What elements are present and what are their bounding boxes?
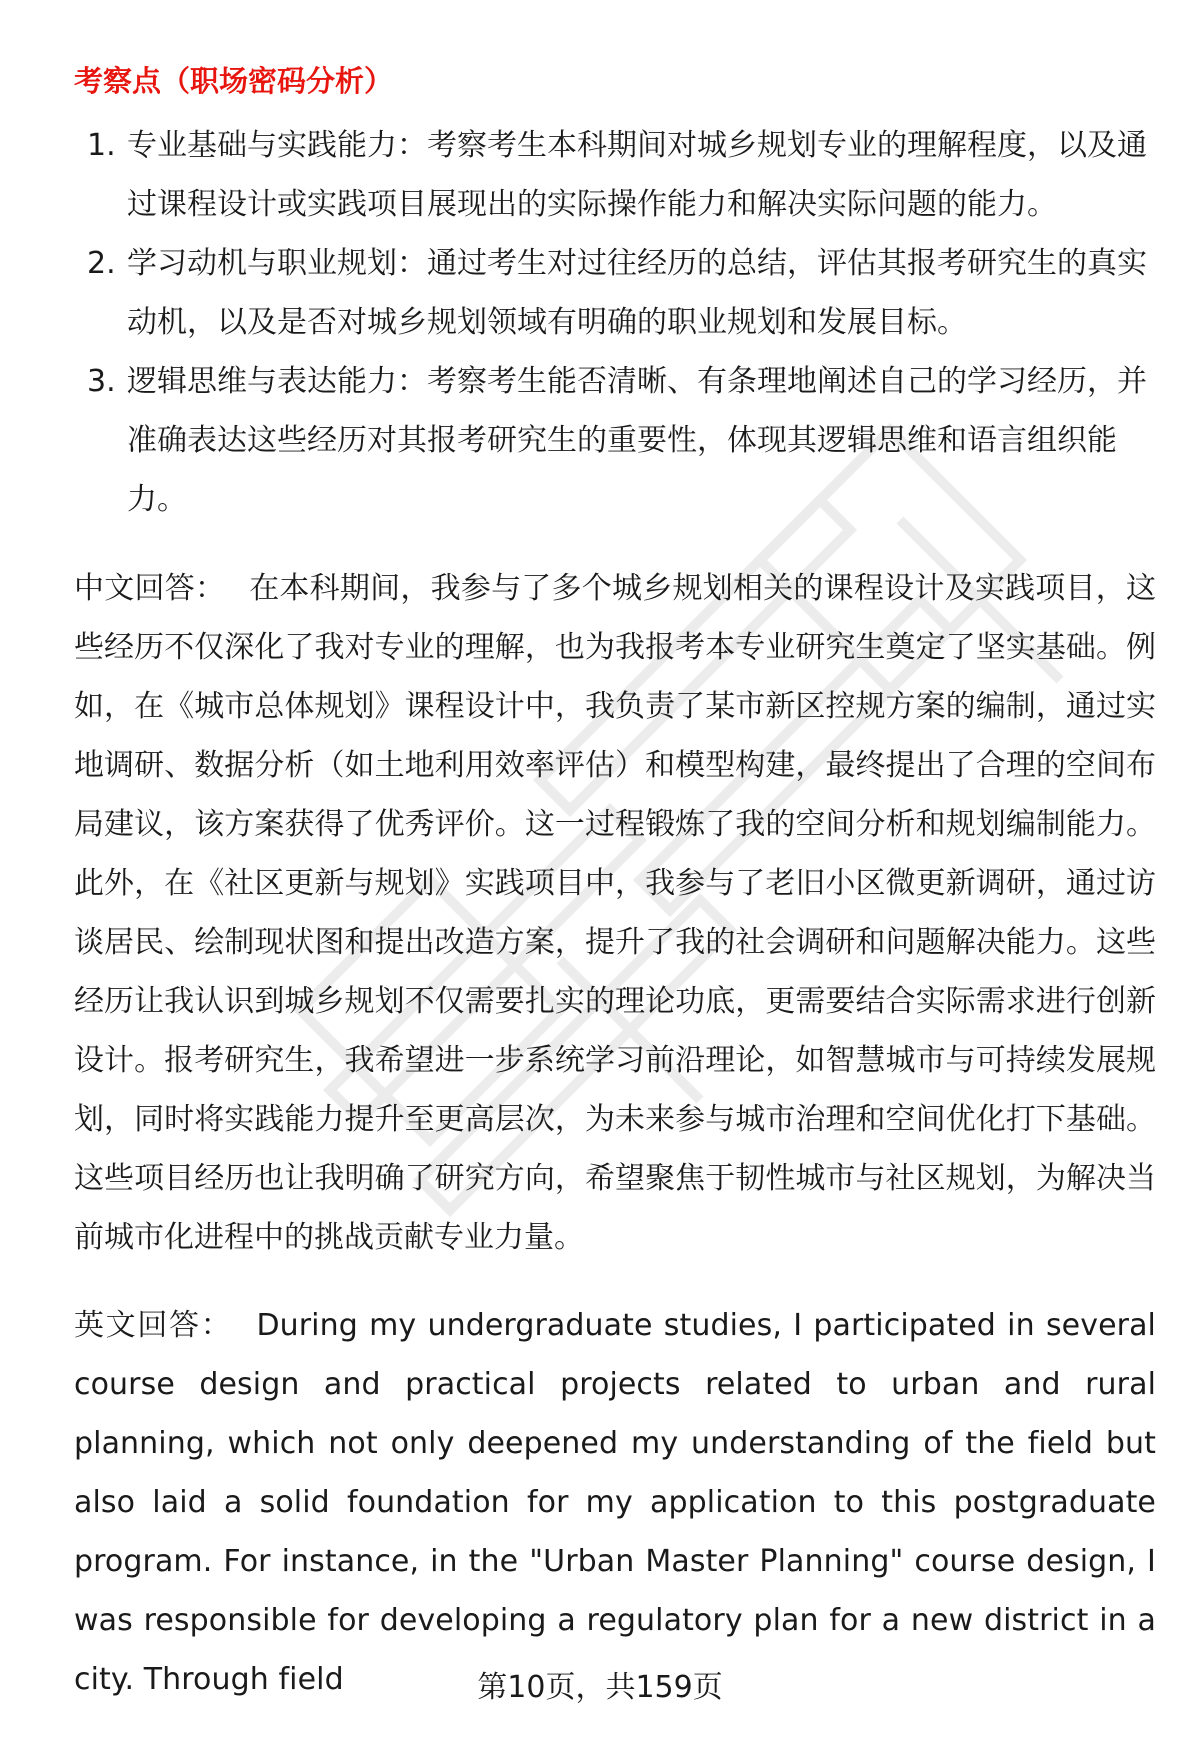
document-content (74, 56, 1156, 1709)
english-answer-label: 英文回答： (74, 1308, 233, 1343)
list-item (74, 352, 1156, 529)
english-answer-text: During my undergraduate studies, I participated in several course design and practical projects related to urban and rural planning, which not only deepened my understanding of the field but also laid a solid foundation for my application to this postgraduate program. For instance, in the "Urban Master Planning" course design, I was responsible for developing a regulatory plan for a new district in a city. Through field (74, 1308, 1156, 1697)
list-item-text: 逻辑思维与表达能力：考察考生能否清晰、有条理地阐述自己的学习经历，并准确表达这些经历对其报考研究生的重要性，体现其逻辑思维和语言组织能力。 (127, 364, 1147, 517)
list-item-text: 学习动机与职业规划：通过考生对过往经历的总结，评估其报考研究生的真实动机，以及是否对城乡规划领域有明确的职业规划和发展目标。 (127, 246, 1147, 340)
chinese-answer-label: 中文回答： (74, 571, 226, 606)
english-answer-paragraph (74, 1296, 1156, 1709)
list-item-number: 1. (87, 128, 116, 163)
page-number-footer: 第10页，共159页 (477, 1670, 723, 1705)
evaluation-points-list (74, 116, 1156, 529)
chinese-answer-paragraph (74, 559, 1156, 1267)
list-item (74, 116, 1156, 234)
chinese-answer-text: 在本科期间，我参与了多个城乡规划相关的课程设计及实践项目，这些经历不仅深化了我对专业的理解，也为我报考本专业研究生奠定了坚实基础。例如，在《城市总体规划》课程设计中，我负责了某市新区控规方案的编制，通过实地调研、数据分析（如土地利用效率评估）和模型构建，最终提出了合理的空间布局建议，该方案获得了优秀评价。这一过程锻炼了我的空间分析和规划编制能力。此外，在《社区更新与规划》实践项目中，我参与了老旧小区微更新调研，通过访谈居民、绘制现状图和提出改造方案，提升了我的社会调研和问题解决能力。这些经历让我认识到城乡规划不仅需要扎实的理论功底，更需要结合实际需求进行创新设计。报考研究生，我希望进一步系统学习前沿理论，如智慧城市与可持续发展规划，同时将实践能力提升至更高层次，为未来参与城市治理和空间优化打下基础。这些项目经历也让我明确了研究方向，希望聚焦于韧性城市与社区规划，为解决当前城市化进程中的挑战贡献专业力量。 (74, 571, 1157, 1255)
list-item-number: 3. (87, 364, 116, 399)
list-item-number: 2. (87, 246, 116, 281)
list-item-text: 专业基础与实践能力：考察考生本科期间对城乡规划专业的理解程度，以及通过课程设计或实践项目展现出的实际操作能力和解决实际问题的能力。 (127, 128, 1147, 222)
section-heading: 考察点（职场密码分析） (74, 64, 394, 98)
list-item (74, 234, 1156, 352)
